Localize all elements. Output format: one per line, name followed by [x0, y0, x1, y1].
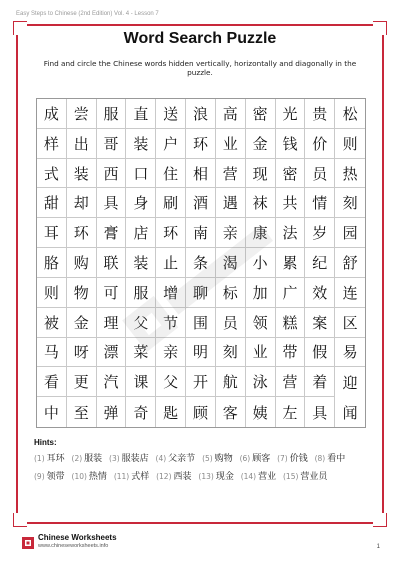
- grid-cell[interactable]: 小: [246, 248, 276, 278]
- hint-item: [241, 472, 276, 482]
- grid-cell[interactable]: 左: [276, 397, 306, 427]
- grid-cell[interactable]: 航: [216, 367, 246, 397]
- grid-cell[interactable]: 环: [186, 129, 216, 159]
- grid-cell[interactable]: 服: [126, 278, 156, 308]
- hint-word: 现金: [215, 472, 234, 482]
- grid-cell[interactable]: 身: [126, 188, 156, 218]
- hint-number: (12): [156, 472, 172, 481]
- grid-cell[interactable]: 法: [276, 218, 306, 248]
- grid-cell[interactable]: 装: [126, 248, 156, 278]
- hint-word: 耳环: [46, 454, 65, 464]
- hint-word: 式样: [131, 472, 150, 482]
- grid-cell[interactable]: 户: [156, 129, 186, 159]
- grid-cell[interactable]: 菜: [126, 338, 156, 368]
- hint-number: (2): [71, 454, 83, 463]
- grid-cell[interactable]: 业: [216, 129, 246, 159]
- grid-cell[interactable]: 围: [186, 308, 216, 338]
- grid-cell[interactable]: 送: [156, 99, 186, 129]
- word-search-grid: [36, 98, 366, 428]
- grid-cell[interactable]: 贵: [305, 99, 335, 129]
- course-label: Easy Steps to Chinese (2nd Edition) Vol. 4 - Lesson 7: [16, 11, 159, 17]
- hint-word: 购物: [214, 454, 233, 464]
- grid-cell[interactable]: 密: [276, 159, 306, 189]
- grid-cell[interactable]: 中: [37, 397, 67, 427]
- grid-cell[interactable]: 标: [216, 278, 246, 308]
- grid-cell[interactable]: 效: [305, 278, 335, 308]
- hint-word: 热情: [88, 472, 107, 482]
- hint-item: [34, 472, 65, 482]
- hint-item: [283, 472, 327, 482]
- grid-cell[interactable]: 带: [276, 338, 306, 368]
- grid-cell[interactable]: 装: [126, 129, 156, 159]
- hint-list: [34, 450, 370, 486]
- grid-cell[interactable]: 式: [37, 159, 67, 189]
- hint-number: (11): [113, 472, 130, 481]
- hint-item: [277, 454, 308, 464]
- grid-cell[interactable]: 钱: [276, 129, 306, 159]
- grid-cell[interactable]: 却: [67, 188, 97, 218]
- grid-cell[interactable]: 迎: [342, 373, 358, 392]
- hint-number: (6): [239, 454, 251, 463]
- hint-number: (7): [277, 454, 288, 463]
- grid-cell[interactable]: 姨: [246, 397, 276, 427]
- grid-cell[interactable]: 渴: [216, 248, 246, 278]
- grid-cell[interactable]: 广: [276, 278, 306, 308]
- grid-cell[interactable]: 高: [216, 99, 246, 129]
- hint-item: [156, 472, 191, 482]
- hint-number: (4): [155, 454, 167, 463]
- grid-cell[interactable]: 西: [97, 159, 127, 189]
- grid-cell[interactable]: 被: [37, 308, 67, 338]
- grid-cell[interactable]: 松: [335, 99, 365, 129]
- grid-cell[interactable]: 物: [67, 278, 97, 308]
- chinese-worksheets-logo-icon: [22, 534, 34, 546]
- grid-cell[interactable]: 胳: [37, 248, 67, 278]
- grid-cell[interactable]: 刻: [216, 338, 246, 368]
- grid-cell[interactable]: 光: [276, 99, 306, 129]
- frame-corner-ornament: [373, 513, 387, 527]
- hint-number: (10): [71, 472, 87, 481]
- grid-cell[interactable]: 环: [156, 218, 186, 248]
- grid-cell[interactable]: 哥: [97, 129, 127, 159]
- grid-cell[interactable]: 至: [67, 397, 97, 427]
- grid-cell[interactable]: 刻: [335, 188, 365, 218]
- grid-cell[interactable]: 着: [305, 367, 335, 397]
- brand-url: www.chineseworksheets.info: [38, 543, 109, 549]
- grid-cell[interactable]: 热: [335, 159, 365, 189]
- grid-cell[interactable]: 员: [216, 308, 246, 338]
- grid-cell[interactable]: 业: [246, 338, 276, 368]
- grid-cell[interactable]: 则: [37, 278, 67, 308]
- grid-cell[interactable]: 浪: [186, 99, 216, 129]
- grid-cell[interactable]: 课: [126, 367, 156, 397]
- grid-cell[interactable]: 条: [186, 248, 216, 278]
- grid-cell[interactable]: 口: [126, 159, 156, 189]
- grid-cell[interactable]: 弹: [97, 397, 127, 427]
- grid-cell[interactable]: 出: [67, 129, 97, 159]
- frame-corner-ornament: [13, 513, 27, 527]
- grid-cell[interactable]: 舒: [335, 248, 365, 278]
- grid-cell[interactable]: 漂: [97, 338, 127, 368]
- grid-cell[interactable]: 假: [305, 338, 335, 368]
- grid-cell[interactable]: 情: [305, 188, 335, 218]
- grid-cell[interactable]: 闻: [342, 403, 358, 422]
- grid-cell[interactable]: 顾: [186, 397, 216, 427]
- grid-cell[interactable]: 易: [335, 338, 365, 368]
- grid-cell[interactable]: 康: [246, 218, 276, 248]
- grid-cell[interactable]: 理: [97, 308, 127, 338]
- grid-cell[interactable]: 共: [276, 188, 306, 218]
- hint-item: [72, 472, 107, 482]
- grid-cell[interactable]: 岁: [305, 218, 335, 248]
- hint-number: (1): [34, 454, 45, 463]
- hint-item: [315, 454, 346, 464]
- hint-number: (13): [198, 472, 214, 481]
- grid-cell[interactable]: 聊: [186, 278, 216, 308]
- hint-number: (3): [109, 454, 120, 463]
- grid-cell[interactable]: 耳: [37, 218, 67, 248]
- grid-cell[interactable]: 呀: [67, 338, 97, 368]
- grid-cell[interactable]: 袜: [246, 188, 276, 218]
- grid-cell[interactable]: 汽: [97, 367, 127, 397]
- grid-cell[interactable]: 成: [37, 99, 67, 129]
- brand-name: Chinese Worksheets: [38, 533, 117, 542]
- hint-item: [240, 454, 271, 464]
- hint-number: (14): [240, 472, 257, 481]
- instructions-text: Find and circle the Chinese words hidden vertically, horizontally and diagonally in the puzzle.: [43, 59, 357, 77]
- hint-word: 看中: [327, 454, 346, 464]
- grid-cell[interactable]: 遇: [216, 188, 246, 218]
- hint-word: 顾客: [252, 454, 271, 464]
- page-number: 1: [376, 544, 380, 550]
- grid-cell[interactable]: 增: [156, 278, 186, 308]
- grid-cell[interactable]: 现: [246, 159, 276, 189]
- grid-cell[interactable]: 具: [97, 188, 127, 218]
- grid-cell[interactable]: 员: [305, 159, 335, 189]
- grid-cell[interactable]: 园: [335, 218, 365, 248]
- grid-cell[interactable]: 节: [156, 308, 186, 338]
- grid-cell[interactable]: 密: [246, 99, 276, 129]
- grid-cell[interactable]: 样: [37, 129, 67, 159]
- grid-cell[interactable]: 止: [156, 248, 186, 278]
- hint-item: [202, 454, 233, 464]
- hint-item: [114, 472, 149, 482]
- hint-number: (8): [314, 454, 326, 463]
- grid-cell[interactable]: 看: [37, 367, 67, 397]
- grid-cell[interactable]: 刷: [156, 188, 186, 218]
- grid-cell[interactable]: 泳: [246, 367, 276, 397]
- hints-title: Hints:: [34, 438, 57, 447]
- grid-cell[interactable]: 购: [67, 248, 97, 278]
- grid-cell[interactable]: 可: [97, 278, 127, 308]
- hint-item: [34, 454, 65, 464]
- grid-cell[interactable]: 匙: [156, 397, 186, 427]
- grid-cell[interactable]: 开: [186, 367, 216, 397]
- hint-number: (9): [34, 472, 45, 481]
- grid-cell[interactable]: 营: [276, 367, 306, 397]
- grid-cell[interactable]: 客: [216, 397, 246, 427]
- grid-cell[interactable]: 则: [335, 129, 365, 159]
- grid-cell[interactable]: 甜: [37, 188, 67, 218]
- hint-word: 营业员: [300, 472, 328, 482]
- grid-cell[interactable]: 营: [216, 159, 246, 189]
- grid-cell[interactable]: 具: [305, 397, 335, 427]
- grid-cell[interactable]: 明: [186, 338, 216, 368]
- grid-cell[interactable]: 相: [186, 159, 216, 189]
- hint-item: [109, 454, 149, 464]
- grid-cell[interactable]: 父: [156, 367, 186, 397]
- grid-cell[interactable]: 装: [67, 159, 97, 189]
- hints-section: [34, 438, 370, 486]
- hint-word: 价钱: [289, 454, 308, 464]
- grid-cell[interactable]: 案: [305, 308, 335, 338]
- grid-cell[interactable]: 父: [126, 308, 156, 338]
- hint-item: [198, 472, 233, 482]
- grid-cell[interactable]: 住: [156, 159, 186, 189]
- grid-cell[interactable]: 连: [335, 278, 365, 308]
- grid-cell[interactable]: 店: [126, 218, 156, 248]
- grid-cell[interactable]: 金: [246, 129, 276, 159]
- grid-cell[interactable]: 马: [37, 338, 67, 368]
- hint-word: 服装店: [121, 454, 149, 464]
- grid-cell[interactable]: 服: [97, 99, 127, 129]
- hint-number: (5): [202, 454, 213, 463]
- grid-cell[interactable]: 价: [305, 129, 335, 159]
- grid-cell[interactable]: 亲: [216, 218, 246, 248]
- hint-item: [72, 454, 103, 464]
- grid-cell[interactable]: 联: [97, 248, 127, 278]
- grid-cell[interactable]: 尝: [67, 99, 97, 129]
- grid-cell[interactable]: 亲: [156, 338, 186, 368]
- footer: [22, 532, 382, 552]
- grid-cell[interactable]: 区: [335, 308, 365, 338]
- grid-cell[interactable]: 南: [186, 218, 216, 248]
- page-title: Word Search Puzzle: [123, 30, 277, 47]
- grid-cell[interactable]: 纪: [305, 248, 335, 278]
- grid-cell[interactable]: 直: [126, 99, 156, 129]
- grid-cell[interactable]: 更: [67, 367, 97, 397]
- grid-cell[interactable]: 累: [276, 248, 306, 278]
- grid-cell[interactable]: 金: [67, 308, 97, 338]
- hint-word: 父亲节: [168, 454, 196, 464]
- hint-item: [156, 454, 196, 464]
- hint-word: 西装: [173, 472, 192, 482]
- grid-cell[interactable]: 环: [67, 218, 97, 248]
- hint-word: 服装: [84, 454, 103, 464]
- grid-cell[interactable]: 膏: [97, 218, 127, 248]
- grid-cell[interactable]: 奇: [126, 397, 156, 427]
- grid-cell[interactable]: 糕: [276, 308, 306, 338]
- grid-cell[interactable]: 领: [246, 308, 276, 338]
- hint-number: (15): [283, 472, 299, 481]
- hint-word: 领带: [46, 472, 65, 482]
- grid-cell[interactable]: 加: [246, 278, 276, 308]
- hint-word: 营业: [258, 472, 277, 482]
- grid-cell[interactable]: 酒: [186, 188, 216, 218]
